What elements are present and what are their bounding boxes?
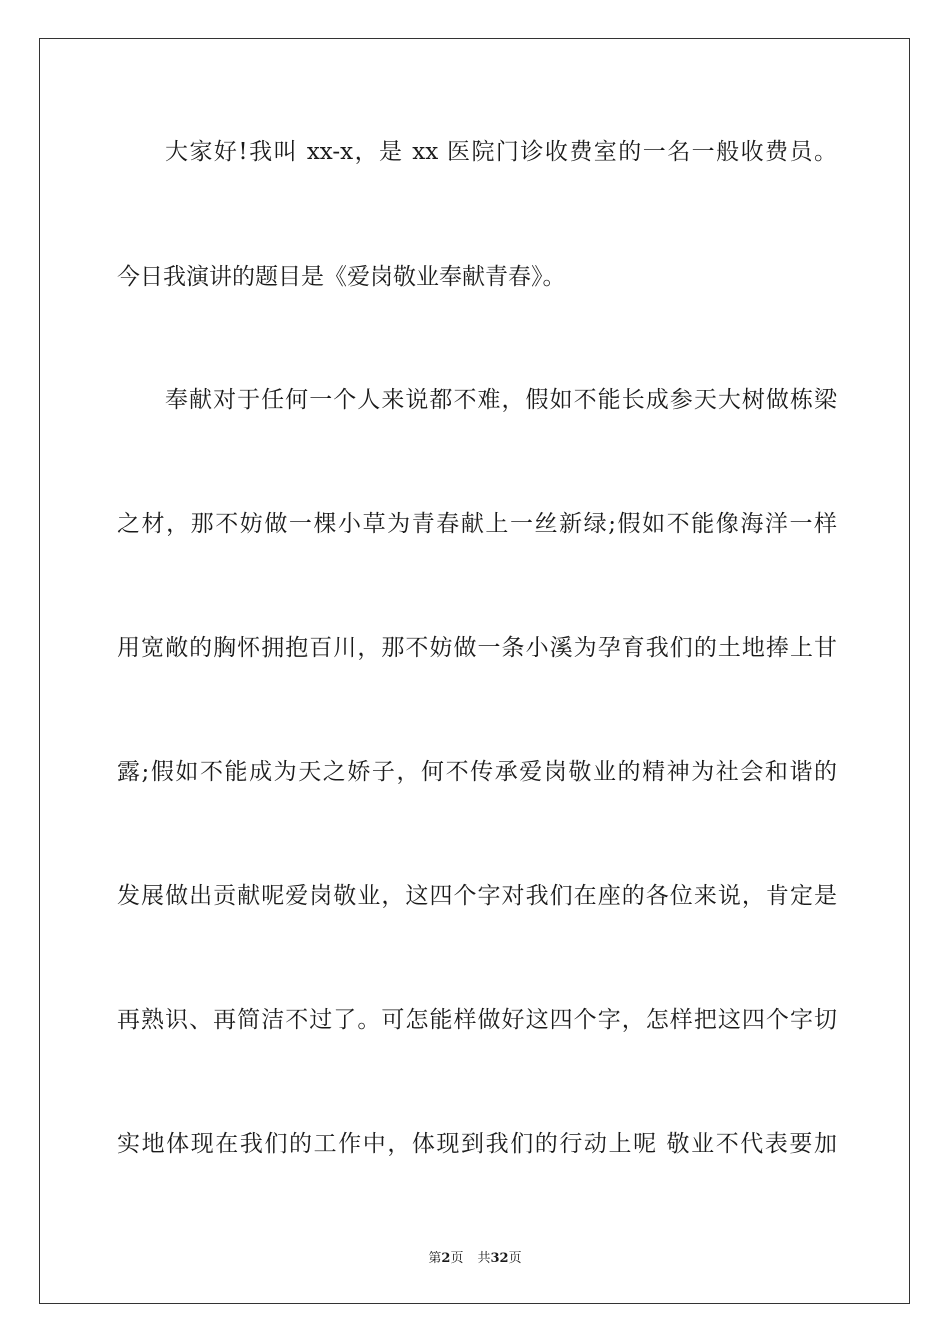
paragraph-1-line-2: 今日我演讲的题目是《爱岗敬业奉献青春》。 <box>117 264 566 290</box>
total-pages: 32 <box>490 1251 509 1266</box>
paragraph-2-line-4: 露;假如不能成为天之娇子，何不传承爱岗敬业的精神为社会和谐的 <box>117 759 837 785</box>
total-prefix: 共 <box>477 1251 491 1266</box>
paragraph-2-line-1: 奉献对于任何一个人来说都不难，假如不能长成参天大树做栋梁 <box>165 387 837 413</box>
page-border <box>39 38 910 1304</box>
paragraph-1-line-1: 大家好!我叫 xx-x，是 xx 医院门诊收费室的一名一般收费员。 <box>165 139 837 165</box>
page-number: 2 <box>441 1251 451 1266</box>
page-suffix: 页 <box>450 1251 464 1266</box>
paragraph-2-line-3: 用宽敞的胸怀拥抱百川，那不妨做一条小溪为孕育我们的土地捧上甘 <box>117 635 837 661</box>
page-prefix: 第 <box>428 1251 442 1266</box>
paragraph-2-line-6: 再熟识、再简洁不过了。可怎能样做好这四个字，怎样把这四个字切 <box>117 1007 837 1033</box>
page-footer <box>0 1247 950 1266</box>
paragraph-2-line-5: 发展做出贡献呢爱岗敬业，这四个字对我们在座的各位来说，肯定是 <box>117 883 837 909</box>
total-suffix: 页 <box>508 1251 522 1266</box>
paragraph-2-line-2: 之材，那不妨做一棵小草为青春献上一丝新绿;假如不能像海洋一样 <box>117 511 837 537</box>
paragraph-2-line-7: 实地体现在我们的工作中，体现到我们的行动上呢 敬业不代表要加 <box>117 1131 837 1157</box>
